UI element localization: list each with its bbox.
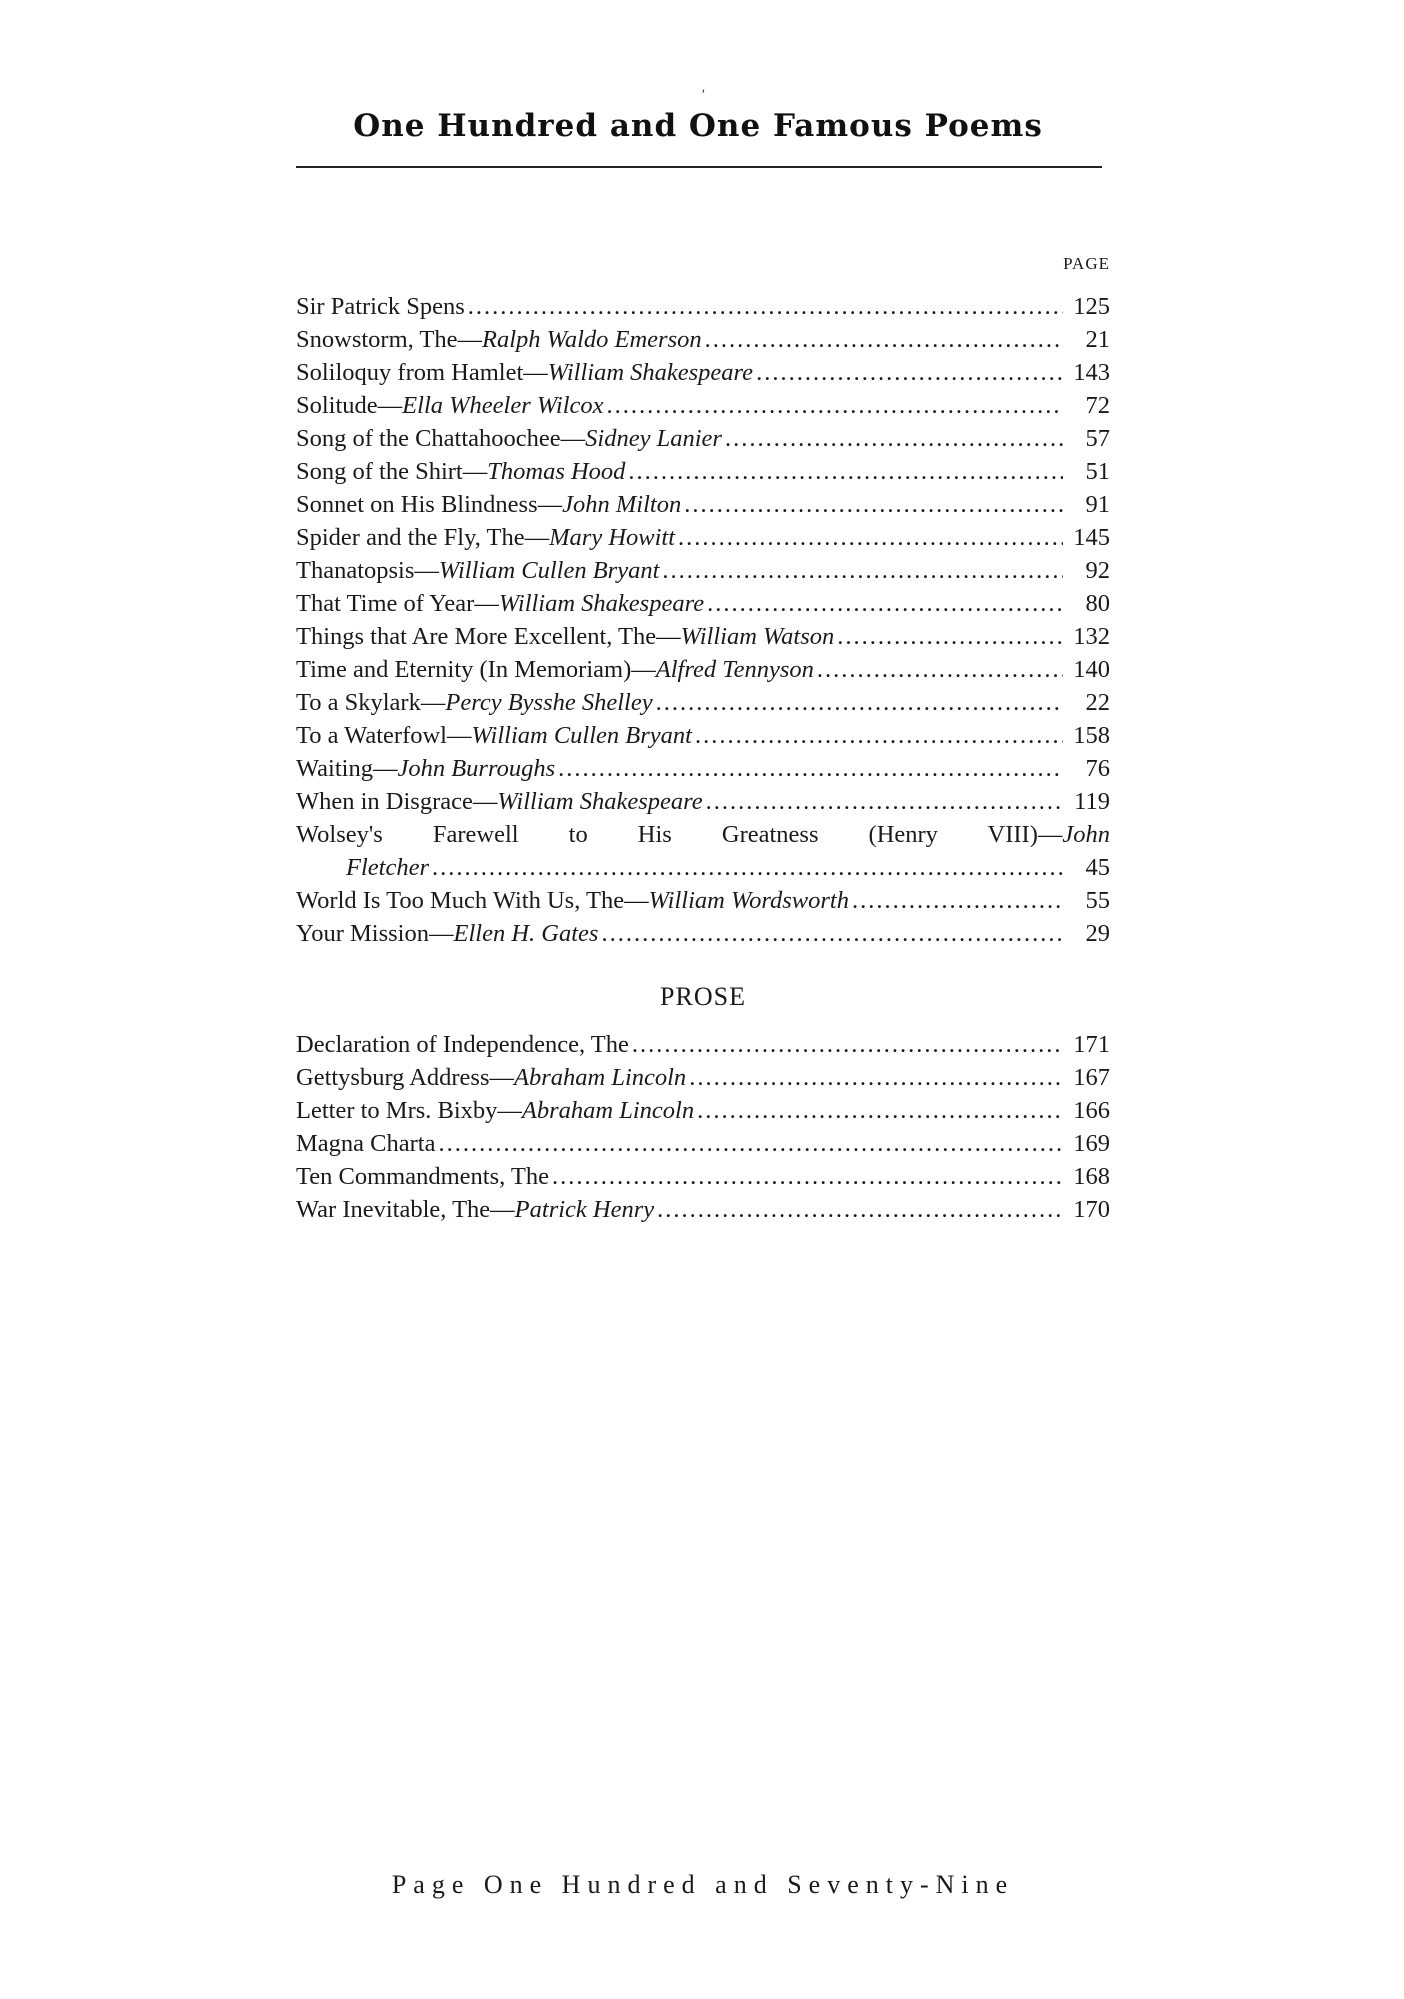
index-entry — [296, 488, 1110, 521]
entry-title: World Is Too Much With Us, The— — [296, 887, 649, 914]
entry-page: 55 — [1085, 887, 1110, 914]
entry-title: Wolsey's Farewell to His Greatness (Henry VIII)— — [296, 821, 1063, 848]
index-entry — [296, 1094, 1110, 1127]
entry-author: John Milton — [562, 491, 682, 518]
prose-heading: PROSE — [660, 982, 746, 1011]
index-entry — [296, 752, 1110, 785]
entry-author: Mary Howitt — [549, 524, 676, 551]
entry-page: 91 — [1085, 491, 1110, 518]
entry-title: Sonnet on His Blindness— — [296, 491, 563, 518]
dot-leader — [438, 1127, 1063, 1160]
dot-leader — [662, 554, 1063, 587]
entry-page: 76 — [1085, 755, 1110, 782]
entry-page: 21 — [1085, 326, 1110, 353]
dot-leader — [607, 389, 1063, 422]
index-entry — [296, 1160, 1110, 1193]
entry-page: 29 — [1085, 920, 1110, 947]
entry-author: Ella Wheeler Wilcox — [402, 392, 604, 419]
entry-page: 57 — [1085, 425, 1110, 452]
dot-leader — [601, 917, 1063, 950]
entry-title: Spider and the Fly, The— — [296, 524, 550, 551]
entry-title: To a Waterfowl— — [296, 722, 472, 749]
entry-title: When in Disgrace— — [296, 788, 498, 815]
entry-author: William Shakespeare — [547, 359, 754, 386]
index-entry — [296, 686, 1110, 719]
dot-leader — [657, 1193, 1063, 1226]
dot-leader — [628, 455, 1063, 488]
dot-leader — [468, 290, 1063, 323]
entry-author: William Watson — [680, 623, 835, 650]
dot-leader — [817, 653, 1063, 686]
entry-author: William Cullen Bryant — [438, 557, 660, 584]
header-rule — [296, 166, 1102, 168]
entry-author: Abraham Lincoln — [514, 1064, 687, 1091]
entry-title: Waiting— — [296, 755, 398, 782]
entry-author: John Burroughs — [397, 755, 556, 782]
index-entry — [296, 554, 1110, 587]
entry-title: Song of the Chattahoochee— — [296, 425, 586, 452]
entry-page: 168 — [1073, 1163, 1110, 1190]
dot-leader — [632, 1028, 1063, 1061]
entry-title: Time and Eternity (In Memoriam)— — [296, 656, 656, 683]
entry-author: William Wordsworth — [648, 887, 849, 914]
index-entry — [296, 1127, 1110, 1160]
entry-page: 140 — [1073, 656, 1110, 683]
entry-page: 169 — [1073, 1130, 1110, 1157]
entry-author: Alfred Tennyson — [655, 656, 814, 683]
dot-leader — [552, 1160, 1063, 1193]
entry-title: Magna Charta — [296, 1130, 436, 1157]
entry-page: 125 — [1073, 293, 1110, 320]
entry-page: 72 — [1085, 392, 1110, 419]
dot-leader — [678, 521, 1063, 554]
entry-title: Thanatopsis— — [296, 557, 439, 584]
entry-page: 51 — [1085, 458, 1110, 485]
index-entry-wrapped — [296, 818, 1110, 851]
entry-title: Sir Patrick Spens — [296, 293, 465, 320]
index-entry — [296, 1061, 1110, 1094]
index-entry — [296, 884, 1110, 917]
entry-page: 80 — [1085, 590, 1110, 617]
entry-title: Declaration of Independence, The — [296, 1031, 629, 1058]
dot-leader — [684, 488, 1063, 521]
entry-page: 170 — [1073, 1196, 1110, 1223]
entry-title: Ten Commandments, The — [296, 1163, 550, 1190]
entry-author: Abraham Lincoln — [521, 1097, 695, 1124]
index-entry — [296, 290, 1110, 323]
entry-author-rest: Fletcher — [346, 854, 429, 881]
entry-title: Solitude— — [296, 392, 403, 419]
poems-index — [296, 290, 1110, 950]
entry-author: Thomas Hood — [487, 458, 626, 485]
index-entry — [296, 587, 1110, 620]
entry-title: Gettysburg Address— — [296, 1064, 514, 1091]
dot-leader — [837, 620, 1063, 653]
entry-title: Soliloquy from Hamlet— — [296, 359, 548, 386]
dot-leader — [697, 1094, 1063, 1127]
entry-page: 92 — [1085, 557, 1110, 584]
index-entry — [296, 521, 1110, 554]
entry-author-first: John — [1062, 821, 1110, 848]
page-column-label: PAGE — [1063, 254, 1110, 273]
entry-author: William Shakespeare — [497, 788, 703, 815]
index-entry — [296, 1193, 1110, 1226]
entry-author: Sidney Lanier — [585, 425, 722, 452]
entry-author: Ellen H. Gates — [453, 920, 599, 947]
entry-title: War Inevitable, The— — [296, 1196, 515, 1223]
entry-author: Percy Bysshe Shelley — [445, 689, 653, 716]
entry-title: To a Skylark— — [296, 689, 446, 716]
entry-title: Letter to Mrs. Bixby— — [296, 1097, 522, 1124]
entry-title: Snowstorm, The— — [296, 326, 483, 353]
entry-page: 158 — [1073, 722, 1110, 749]
dot-leader — [705, 323, 1063, 356]
entry-author: William Cullen Bryant — [471, 722, 692, 749]
entry-title: Things that Are More Excellent, The— — [296, 623, 681, 650]
dot-leader — [706, 785, 1063, 818]
entry-page: 143 — [1073, 359, 1110, 386]
dot-leader — [707, 587, 1063, 620]
dot-leader — [656, 686, 1063, 719]
index-entry — [296, 422, 1110, 455]
entry-page: 119 — [1074, 788, 1110, 815]
entry-page: 167 — [1073, 1064, 1110, 1091]
entry-title: That Time of Year— — [296, 590, 499, 617]
entry-title: Your Mission— — [296, 920, 454, 947]
entry-author: William Shakespeare — [498, 590, 705, 617]
entry-page: 132 — [1073, 623, 1110, 650]
dot-leader — [558, 752, 1063, 785]
entry-title: Song of the Shirt— — [296, 458, 488, 485]
dot-leader — [756, 356, 1063, 389]
index-entry — [296, 719, 1110, 752]
dot-leader — [432, 851, 1063, 884]
index-entry — [296, 653, 1110, 686]
entry-author: Ralph Waldo Emerson — [482, 326, 702, 353]
index-entry — [296, 620, 1110, 653]
index-entry — [296, 455, 1110, 488]
index-entry — [296, 917, 1110, 950]
prose-index — [296, 1028, 1110, 1226]
index-entry — [296, 389, 1110, 422]
entry-page: 166 — [1073, 1097, 1110, 1124]
dot-leader — [695, 719, 1063, 752]
entry-page: 145 — [1073, 524, 1110, 551]
dot-leader — [725, 422, 1063, 455]
running-header — [296, 108, 1100, 144]
index-entry — [296, 1028, 1110, 1061]
entry-page: 45 — [1085, 854, 1110, 881]
dot-leader — [689, 1061, 1063, 1094]
index-entry-continuation — [296, 851, 1110, 884]
book-title: One Hundred and One Famous Poems — [353, 108, 1043, 144]
entry-page: 171 — [1073, 1031, 1110, 1058]
stray-mark: ʹ — [702, 88, 706, 103]
index-entry — [296, 356, 1110, 389]
index-entry — [296, 785, 1110, 818]
page-footer: Page One Hundred and Seventy-Nine — [391, 1870, 1015, 1899]
entry-author: Patrick Henry — [514, 1196, 655, 1223]
entry-page: 22 — [1085, 689, 1110, 716]
dot-leader — [852, 884, 1063, 917]
index-entry — [296, 323, 1110, 356]
